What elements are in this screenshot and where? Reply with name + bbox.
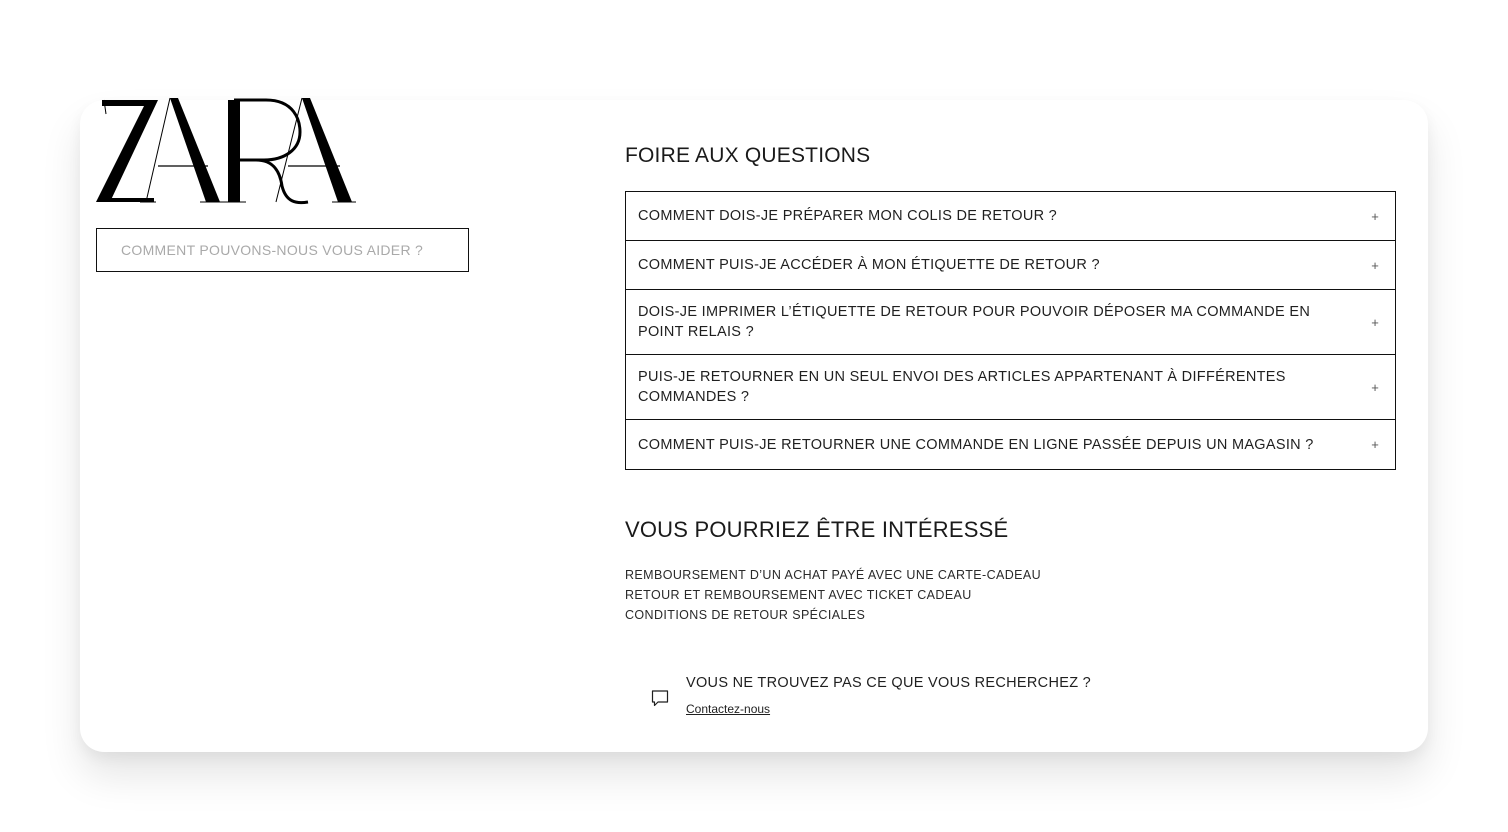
chat-bubble-icon [650,688,670,713]
expand-plus-icon[interactable]: + [1371,314,1379,330]
faq-question: COMMENT PUIS-JE RETOURNER UNE COMMANDE EN LIGNE PASSÉE DEPUIS UN MAGASIN ? [638,436,1314,453]
expand-plus-icon[interactable]: + [1371,208,1379,224]
faq-item[interactable] [626,241,1395,290]
interest-link[interactable]: CONDITIONS DE RETOUR SPÉCIALES [625,608,866,622]
faq-item[interactable] [626,355,1395,420]
expand-plus-icon[interactable]: + [1371,379,1379,395]
expand-plus-icon[interactable]: + [1371,437,1379,452]
faq-item[interactable] [626,290,1395,355]
expand-plus-icon[interactable]: + [1371,257,1379,273]
faq-item[interactable] [626,420,1395,469]
contact-text [686,672,1091,718]
help-search-input[interactable] [97,229,468,271]
faq-question: PUIS-JE RETOURNER EN UN SEUL ENVOI DES ARTICLES APPARTENANT À DIFFÉRENTES COMMANDES ? [638,369,1286,405]
contact-us-link[interactable]: Contactez-nous [686,702,771,716]
contact-title: VOUS NE TROUVEZ PAS CE QUE VOUS RECHERCHEZ ? [686,675,1092,691]
help-search-box[interactable] [96,228,469,272]
interest-title: VOUS POURRIEZ ÊTRE INTÉRESSÉ [625,517,1009,542]
contact-section [650,672,1091,718]
interest-link[interactable]: REMBOURSEMENT D’UN ACHAT PAYÉ AVEC UNE CARTE-CADEAU [625,568,1042,582]
interest-link[interactable]: RETOUR ET REMBOURSEMENT AVEC TICKET CADEAU [625,588,972,602]
faq-question: DOIS-JE IMPRIMER L’ÉTIQUETTE DE RETOUR POUR POUVOIR DÉPOSER MA COMMANDE EN POINT RELAIS ? [638,304,1311,340]
faq-question: COMMENT DOIS-JE PRÉPARER MON COLIS DE RETOUR ? [638,208,1058,224]
zara-logo[interactable] [96,94,356,206]
faq-question: COMMENT PUIS-JE ACCÉDER À MON ÉTIQUETTE DE RETOUR ? [638,257,1100,273]
faq-title: FOIRE AUX QUESTIONS [625,144,871,167]
interest-links [625,565,1041,625]
faq-item[interactable] [626,192,1395,241]
faq-list [625,191,1396,470]
